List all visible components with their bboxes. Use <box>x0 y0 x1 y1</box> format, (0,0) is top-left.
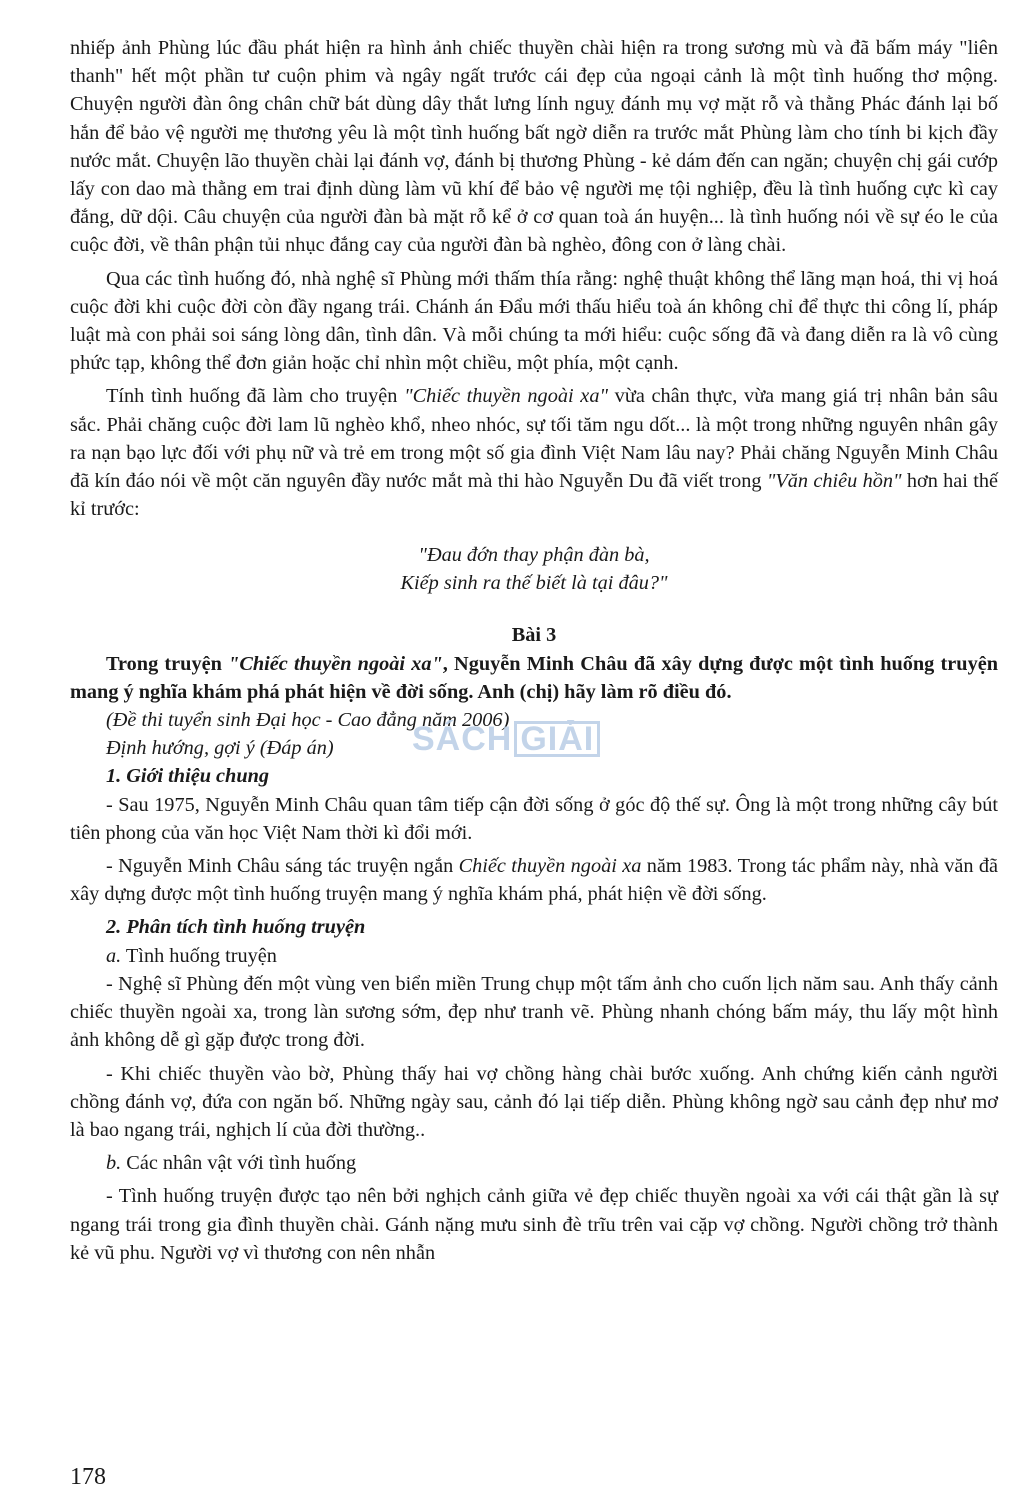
intro-2-before: - Nguyễn Minh Châu sáng tác truyện ngắn <box>106 855 459 878</box>
question-after: , Nguyễn Minh Châu đã xây dựng được một tình huống truyện mang ý nghĩa khám phá phát hiện về đời sống. Anh (chị) hãy làm rõ điều đó. <box>70 652 998 703</box>
p3-work: "Văn chiêu hồn" <box>766 470 902 493</box>
subheading-a-letter: a. <box>106 944 122 967</box>
poem-line-2: Kiếp sinh ra thế biết là tại đâu?" <box>400 572 668 595</box>
question <box>70 650 998 706</box>
a-paragraph-2: - Khi chiếc thuyền vào bờ, Phùng thấy hai vợ chồng hàng chài bước xuống. Anh chứng kiến cảnh người chồng đánh vợ, đứa con ngăn bố. Những ngày sau, cảnh đó lại tiếp diễn. Phùng không ngờ sau cảnh đẹp như mơ là bao ngang trái, nghịch lí của đời thường.. <box>70 1062 998 1141</box>
watermark-text-2: GIẢI <box>514 721 600 757</box>
paragraph-3 <box>70 382 998 523</box>
watermark-logo <box>412 720 602 759</box>
source-note: (Đề thi tuyển sinh Đại học - Cao đẳng năm 2006) <box>106 709 510 732</box>
question-title: "Chiếc thuyền ngoài xa" <box>228 652 443 675</box>
intro-2-work: Chiếc thuyền ngoài xa <box>458 855 642 878</box>
page-body <box>70 34 998 1272</box>
intro-2-after: năm 1983. Trong tác phẩm này, nhà văn đã xây dựng được một tình huống truyện mang ý nghĩa khám phá, phát hiện về đời sống. <box>70 855 998 906</box>
subheading-b-letter: b. <box>106 1152 122 1175</box>
section-title: Bài 3 <box>511 624 557 647</box>
heading-intro: 1. Giới thiệu chung <box>106 765 270 788</box>
paragraph-2: Qua các tình huống đó, nhà nghệ sĩ Phùng mới thấm thía rằng: nghệ thuật không thể lãng mạn hoá, thi vị hoá cuộc đời khi cuộc đời còn đầy ngang trái. Chánh án Đẩu mới thấu hiểu toà án không chỉ để thực thi công lí, pháp luật mà con phải soi sáng lòng dân, tình dân. Và mỗi chúng ta mới hiểu: cuộc sống đã và đang diễn ra là vô cùng phức tạp, không thể đơn giản hoặc chỉ nhìn một chiều, một phía, một cạnh. <box>70 267 998 375</box>
p3-middle: vừa chân thực, vừa mang giá trị nhân bản sâu sắc. Phải chăng cuộc đời lam lũ nghèo khổ, nheo nhóc, sự tối tăm ngu dốt... là một trong những nguyên nhân gây ra nạn bạo lực đối với phụ nữ và trẻ em trong một số gia đình Việt Nam lâu nay? Phải chăng Nguyễn Minh Châu đã kín đáo nói về một căn nguyên đầy nước mắt mà thi hào Nguyễn Du đã viết trong <box>70 385 999 493</box>
question-before: Trong truyện <box>106 652 229 675</box>
guide-label: Định hướng, gợi ý (Đáp án) <box>106 737 334 760</box>
subheading-b-text: Các nhân vật với tình huống <box>121 1152 357 1175</box>
subheading-b <box>70 1149 998 1177</box>
a-paragraph-1: - Nghệ sĩ Phùng đến một vùng ven biển miền Trung chụp một tấm ảnh cho cuốn lịch năm sau. Anh thấy cảnh chiếc thuyền ngoài xa, trong làn sương sớm, đẹp như tranh vẽ. Phùng nhanh chóng bấm máy, thu lấy một hình ảnh không dễ gì gặp được trong đời. <box>70 972 998 1052</box>
subheading-a-text: Tình huống truyện <box>121 944 277 967</box>
intro-paragraph-2 <box>70 852 998 908</box>
poem-line-1: "Đau đớn thay phận đàn bà, <box>418 544 650 567</box>
watermark-text-1: SÁCH <box>412 720 513 758</box>
paragraph-1: nhiếp ảnh Phùng lúc đầu phát hiện ra hình ảnh chiếc thuyền chài hiện ra trong sương mù và đã bấm máy "liên thanh" hết một phần tư cuộn phim và ngây ngất trước cái đẹp của ngoại cảnh là một tình huống thơ mộng. Chuyện người đàn ông chân chữ bát dùng dây thắt lưng lính nguỵ đánh mụ vợ mặt rỗ và thằng Phác đánh lại bố hắn để bảo vệ người mẹ thương yêu là một tình huống bất ngờ diễn ra trước mắt Phùng làm cho tính bi kịch đầy nước mắt. Chuyện lão thuyền chài lại đánh vợ, đánh bị thương Phùng - kẻ dám đến can ngăn; chuyện chị gái cướp lấy con dao mà thằng em trai định dùng làm vũ khí để bảo vệ người mẹ tội nghiệp, đều là tình huống cực kì cay đắng, dữ dội. Câu chuyện của người đàn bà mặt rỗ kể ở cơ quan toà án huyện... là tình huống nói về sự éo le của cuộc đời, về thân phận tủi nhục đắng cay của người đàn bà nghèo, đông con ở làng chài. <box>70 37 998 257</box>
p3-before: Tính tình huống đã làm cho truyện <box>106 385 405 408</box>
subheading-a <box>70 942 998 970</box>
p3-after: hơn hai thế kỉ trước: <box>70 470 999 521</box>
intro-paragraph-1: - Sau 1975, Nguyễn Minh Châu quan tâm tiếp cận đời sống ở góc độ thế sự. Ông là một trong những cây bút tiên phong của văn học Việt Nam thời kì đổi mới. <box>70 793 998 844</box>
p3-title: "Chiếc thuyền ngoài xa" <box>404 385 608 408</box>
b-paragraph-1: - Tình huống truyện được tạo nên bởi nghịch cảnh giữa vẻ đẹp chiếc thuyền ngoài xa với cái thật gần là sự ngang trái trong gia đình thuyền chài. Gánh nặng mưu sinh đè trĩu trên vai cặp vợ chồng. Người chồng trở thành kẻ vũ phu. Người vợ vì thương con nên nhẫn <box>70 1185 998 1264</box>
poem-quote <box>70 541 998 597</box>
heading-analysis: 2. Phân tích tình huống truyện <box>106 916 366 939</box>
page-number: 178 <box>70 1464 106 1490</box>
